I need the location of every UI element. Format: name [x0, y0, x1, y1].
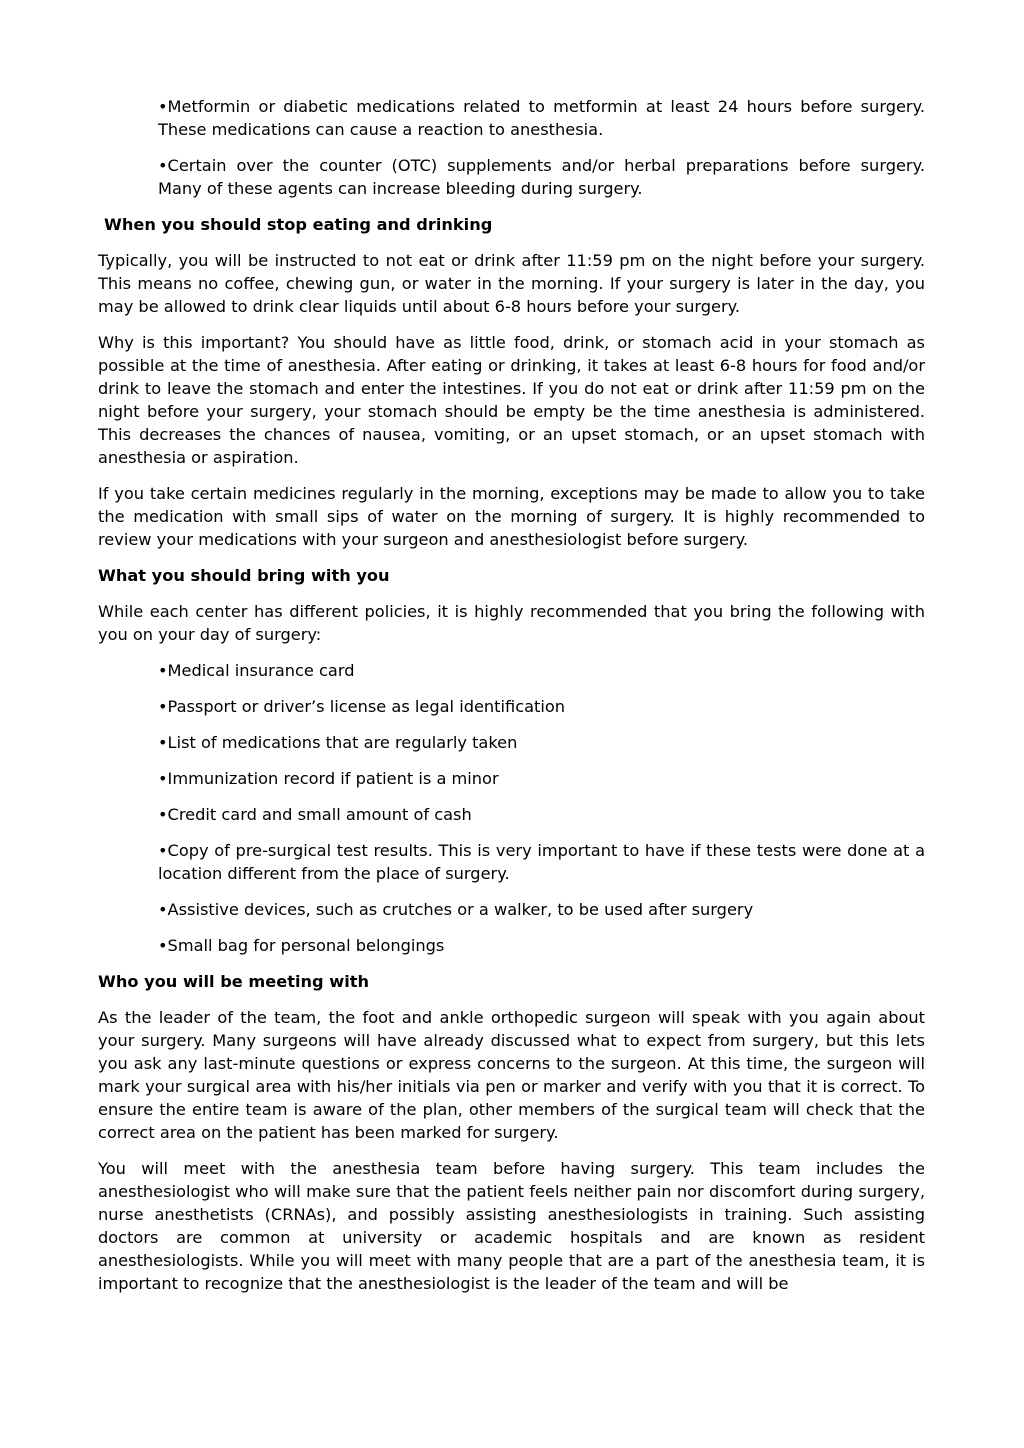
paragraph-why-important: Why is this important? You should have as little food, drink, or stomach acid in your stomach as possible at the time of anesthesia. After eating or drinking, it takes at least 6-8 hours for food and/or drink to leave the stomach and enter the intestines. If you do not eat or drink after 11:59 pm on the night before your surgery, your stomach should be empty be the time anesthesia is administered. This decreases the chances of nausea, vomiting, or an upset stomach, or an upset stomach with anesthesia or aspiration.	[98, 333, 925, 467]
list-item: •Assistive devices, such as crutches or a walker, to be used after surgery	[158, 900, 754, 919]
paragraph-surgeon: As the leader of the team, the foot and ankle orthopedic surgeon will speak with you again about your surgery. Many surgeons will have already discussed what to expect from surgery, but this lets you ask any last-minute questions or express concerns to the surgeon. At this time, the surgeon will mark your surgical area with his/her initials via pen or marker and verify with you that it is correct. To ensure the entire team is aware of the plan, other members of the surgical team will check that the correct area on the patient has been marked for surgery.	[98, 1008, 925, 1142]
list-item: •Passport or driver’s license as legal identification	[158, 697, 566, 716]
bullet-metformin: •Metformin or diabetic medications related to metformin at least 24 hours before surgery. These medications can cause a reaction to anesthesia.	[158, 97, 925, 139]
heading-what-to-bring: What you should bring with you	[98, 566, 390, 585]
heading-stop-eating: When you should stop eating and drinking	[104, 215, 493, 234]
list-item: •Medical insurance card	[158, 661, 355, 680]
document-page	[98, 95, 925, 1308]
bullet-otc-supplements: •Certain over the counter (OTC) supplements and/or herbal preparations before surgery. Many of these agents can increase bleeding during surgery.	[158, 156, 925, 198]
paragraph-bring-intro: While each center has different policies, it is highly recommended that you bring the following with you on your day of surgery:	[98, 602, 925, 644]
list-item: •Copy of pre-surgical test results. This is very important to have if these tests were done at a location different from the place of surgery.	[158, 841, 925, 883]
list-item: •List of medications that are regularly taken	[158, 733, 518, 752]
list-item: •Credit card and small amount of cash	[158, 805, 472, 824]
paragraph-eating-instructions: Typically, you will be instructed to not eat or drink after 11:59 pm on the night before your surgery. This means no coffee, chewing gun, or water in the morning. If your surgery is later in the day, you may be allowed to drink clear liquids until about 6-8 hours before your surgery.	[98, 251, 925, 316]
list-item: •Immunization record if patient is a minor	[158, 769, 499, 788]
paragraph-medicines-morning: If you take certain medicines regularly in the morning, exceptions may be made to allow you to take the medication with small sips of water on the morning of surgery. It is highly recommended to review your medications with your surgeon and anesthesiologist before surgery.	[98, 484, 925, 549]
paragraph-anesthesia-team: You will meet with the anesthesia team before having surgery. This team includes the anesthesiologist who will make sure that the patient feels neither pain nor discomfort during surgery, nurse anesthetists (CRNAs), and possibly assisting anesthesiologists in training. Such assisting doctors are common at university or academic hospitals and are known as resident anesthesiologists. While you will meet with many people that are a part of the anesthesia team, it is important to recognize that the anesthesiologist is the leader of the team and will be	[98, 1159, 925, 1293]
heading-who-meeting: Who you will be meeting with	[98, 972, 370, 991]
list-item: •Small bag for personal belongings	[158, 936, 445, 955]
